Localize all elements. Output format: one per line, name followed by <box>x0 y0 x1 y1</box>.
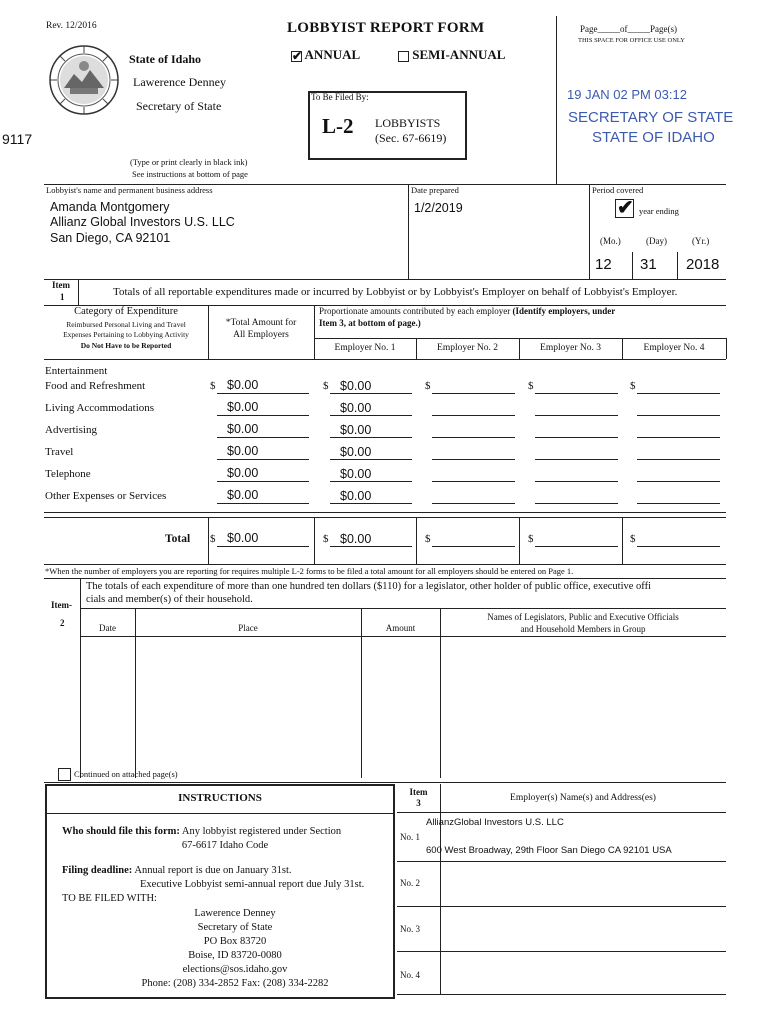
period-year[interactable]: 2018 <box>686 256 720 273</box>
item3-label-a: Item <box>409 787 428 797</box>
expense-total-all[interactable]: $0.00 <box>227 400 259 414</box>
filing-deadline-2: Executive Lobbyist semi-annual report due July 31st. <box>140 879 365 890</box>
expense-employer-1[interactable]: $0.00 <box>340 445 372 459</box>
expense-employer-1[interactable]: $0.00 <box>340 401 372 415</box>
amount-field-line[interactable] <box>432 459 515 460</box>
total-heading-1: *Total Amount for <box>225 318 297 328</box>
expense-row-label: Telephone <box>45 468 91 480</box>
total-label: Total <box>165 533 191 545</box>
multiple-forms-footnote: *When the number of employers you are reporting for requires multiple L-2 forms to be filed a total amount for all employers should be entered on Page 1. <box>45 566 574 576</box>
employer-no-3-label: No. 3 <box>400 924 420 934</box>
form-section: (Sec. 67-6619) <box>375 131 447 145</box>
item3-heading: Employer(s) Name(s) and Address(es) <box>510 793 656 803</box>
lobbyist-company[interactable]: Allianz Global Investors U.S. LLC <box>50 215 235 229</box>
expense-row-label: Living Accommodations <box>45 402 155 414</box>
amount-field-line[interactable] <box>535 459 618 460</box>
annual-checkbox[interactable] <box>291 51 302 62</box>
revision-label: Rev. 12/2016 <box>46 21 97 31</box>
amount-field-line[interactable] <box>637 393 720 394</box>
total-emp4-dollar: $ <box>630 533 636 545</box>
amount-field-line[interactable] <box>330 459 412 460</box>
instructions-heading: INSTRUCTIONS <box>178 792 262 804</box>
continued-checkbox[interactable] <box>58 768 71 781</box>
col-names-1: Names of Legislators, Public and Executive Officials <box>487 612 679 622</box>
expense-row-label: Other Expenses or Services <box>45 490 167 502</box>
amount-field-line[interactable] <box>637 481 720 482</box>
side-number: 9117 <box>2 131 33 147</box>
year-ending-label: year ending <box>639 206 679 216</box>
month-label: (Mo.) <box>600 236 621 246</box>
amount-field-line[interactable] <box>217 393 309 394</box>
expense-employer-1[interactable]: $0.00 <box>340 379 372 393</box>
period-month[interactable]: 12 <box>595 256 612 273</box>
amount-field-line[interactable] <box>535 481 618 482</box>
category-note-1: Reimbursed Personal Living and Travel <box>66 320 186 329</box>
item2-text-2: cials and member(s) of their household. <box>86 594 253 605</box>
total-emp1-dollar: $ <box>323 533 329 545</box>
item1-label-b: 1 <box>60 292 65 302</box>
expense-total-all[interactable]: $0.00 <box>227 378 259 392</box>
year-label: (Yr.) <box>692 236 710 246</box>
amount-field-line[interactable] <box>330 437 412 438</box>
continued-label: Continued on attached page(s) <box>74 769 178 779</box>
day-label: (Day) <box>646 236 667 246</box>
emp1-dollar-sign: $ <box>323 380 329 392</box>
filing-deadline: Filing deadline: Annual report is due on January 31st. <box>62 865 292 876</box>
expense-row-label: Travel <box>45 446 74 458</box>
amount-field-line[interactable] <box>637 459 720 460</box>
category-note-3: Do Not Have to be Reported <box>80 341 172 350</box>
amount-field-line[interactable] <box>535 437 618 438</box>
col-amount: Amount <box>385 623 416 633</box>
employer-no-1-label: No. 1 <box>400 832 420 842</box>
lobbyist-name[interactable]: Amanda Montgomery <box>50 200 170 214</box>
address-line-2: Secretary of State <box>197 922 273 933</box>
total-emp3-dollar: $ <box>528 533 534 545</box>
period-covered-label: Period covered <box>592 185 644 195</box>
proportionate-heading-2: Item 3, at bottom of page.) <box>319 318 421 328</box>
lobbyist-label: Lobbyist's name and permanent business address <box>46 185 213 195</box>
category-heading: Category of Expenditure <box>74 306 178 317</box>
total-dollar-sign: $ <box>210 380 216 392</box>
total-heading-2: All Employers <box>233 330 289 340</box>
who-should-file: Who should file this form: Any lobbyist registered under Section <box>62 826 342 837</box>
amount-field-line[interactable] <box>535 415 618 416</box>
state-name: State of Idaho <box>129 52 202 66</box>
semi-annual-option[interactable]: SEMI-ANNUAL <box>398 47 505 63</box>
page-count-label: Page_____of_____Page(s) <box>580 24 677 34</box>
employer-header-4: Employer No. 4 <box>643 343 705 353</box>
employer-no-2-label: No. 2 <box>400 878 420 888</box>
check-mark-icon: ✔ <box>617 197 634 219</box>
filed-by-label: To Be Filed By: <box>311 92 369 102</box>
period-day[interactable]: 31 <box>640 256 657 273</box>
category-note-2: Expenses Pertaining to Lobbying Activity <box>63 330 189 339</box>
amount-field-line[interactable] <box>637 415 720 416</box>
expense-total-all[interactable]: $0.00 <box>227 422 259 436</box>
total-employer-1[interactable]: $0.00 <box>340 532 372 546</box>
lobbyist-city[interactable]: San Diego, CA 92101 <box>50 231 171 245</box>
stamp-date: 19 JAN 02 PM 03:12 <box>567 87 687 102</box>
amount-field-line[interactable] <box>217 415 309 416</box>
amount-field-line[interactable] <box>432 415 515 416</box>
item3-label-b: 3 <box>416 798 421 808</box>
amount-field-line[interactable] <box>330 393 412 394</box>
employer-header-3: Employer No. 3 <box>540 343 601 353</box>
who-should-file-2: 67-6617 Idaho Code <box>181 840 269 851</box>
stamp-line-2: STATE OF IDAHO <box>592 129 715 146</box>
form-for: LOBBYISTS <box>375 116 441 130</box>
address-email[interactable]: elections@sos.idaho.gov <box>182 964 288 975</box>
item1-heading: Totals of all reportable expenditures made or incurred by Lobbyist or by Lobbyist's Employer on behalf of Lobbyist's Employer. <box>113 286 678 298</box>
employer-1-name[interactable]: AllianzGlobal Investors U.S. LLC <box>426 817 564 828</box>
expense-total-all[interactable]: $0.00 <box>227 466 259 480</box>
col-date: Date <box>99 623 116 633</box>
amount-field-line[interactable] <box>217 481 309 482</box>
employer-1-address[interactable]: 600 West Broadway, 29th Floor San Diego CA 92101 USA <box>426 845 672 856</box>
total-all-employers[interactable]: $0.00 <box>227 531 259 545</box>
amount-field-line[interactable] <box>432 393 515 394</box>
entertainment-label: Entertainment <box>45 365 108 377</box>
expense-total-all[interactable]: $0.00 <box>227 444 259 458</box>
state-seal <box>48 44 120 121</box>
amount-field-line[interactable] <box>637 503 720 504</box>
amount-field-line[interactable] <box>217 437 309 438</box>
annual-option[interactable]: ✔ ANNUAL <box>291 47 360 63</box>
col-place: Place <box>238 623 258 633</box>
secretary-title: Secretary of State <box>136 99 222 113</box>
semi-annual-checkbox[interactable] <box>398 51 409 62</box>
amount-field-line[interactable] <box>330 415 412 416</box>
address-line-4: Boise, ID 83720-0080 <box>188 950 282 961</box>
form-title: LOBBYIST REPORT FORM <box>287 20 485 36</box>
expense-employer-1[interactable]: $0.00 <box>340 423 372 437</box>
amount-field-line[interactable] <box>330 481 412 482</box>
employer-header-1: Employer No. 1 <box>334 343 396 353</box>
employer-header-2: Employer No. 2 <box>437 343 498 353</box>
expense-employer-1[interactable]: $0.00 <box>340 467 372 481</box>
address-line-1: Lawerence Denney <box>194 908 276 919</box>
amount-field-line[interactable] <box>432 481 515 482</box>
year-ending-checkbox[interactable] <box>615 199 634 218</box>
col-names-2: and Household Members in Group <box>520 624 646 634</box>
item2-text-1: The totals of each expenditure of more than one hundred ten dollars ($110) for a legislator, other holder of public office, executive offi <box>86 581 652 592</box>
address-line-3: PO Box 83720 <box>203 936 267 947</box>
expense-row-label: Food and Refreshment <box>45 380 146 392</box>
proportionate-heading: Proportionate amounts contributed by each employer (Identify employers, under <box>319 306 616 316</box>
stamp-line-1: SECRETARY OF STATE <box>568 109 734 126</box>
ink-note-1: (Type or print clearly in black ink) <box>130 157 248 167</box>
employer-no-4-label: No. 4 <box>400 970 420 980</box>
secretary-name: Lawerence Denney <box>133 75 226 89</box>
amount-field-line[interactable] <box>432 503 515 504</box>
item2-label-a: Item- <box>51 600 72 610</box>
to-be-filed-with: TO BE FILED WITH: <box>62 893 157 904</box>
date-prepared-label: Date prepared <box>411 185 459 195</box>
total-dollar: $ <box>210 533 216 545</box>
item1-label-a: Item <box>52 280 70 290</box>
expense-total-all[interactable]: $0.00 <box>227 488 259 502</box>
amount-field-line[interactable] <box>432 437 515 438</box>
office-use-label: THIS SPACE FOR OFFICE USE ONLY <box>578 37 685 44</box>
amount-field-line[interactable] <box>535 393 618 394</box>
amount-field-line[interactable] <box>330 503 412 504</box>
form-code: L-2 <box>322 114 354 138</box>
ink-note-2: See instructions at bottom of page <box>132 169 248 179</box>
address-phone-fax: Phone: (208) 334-2852 Fax: (208) 334-2282 <box>141 978 329 989</box>
date-prepared-value[interactable]: 1/2/2019 <box>414 201 463 215</box>
amount-field-line[interactable] <box>217 459 309 460</box>
amount-field-line[interactable] <box>535 503 618 504</box>
amount-field-line[interactable] <box>637 437 720 438</box>
emp3-dollar-sign: $ <box>528 380 534 392</box>
expense-employer-1[interactable]: $0.00 <box>340 489 372 503</box>
item2-label-b: 2 <box>60 618 65 628</box>
emp4-dollar-sign: $ <box>630 380 636 392</box>
total-emp2-dollar: $ <box>425 533 431 545</box>
amount-field-line[interactable] <box>217 503 309 504</box>
expense-row-label: Advertising <box>45 424 97 436</box>
emp2-dollar-sign: $ <box>425 380 431 392</box>
